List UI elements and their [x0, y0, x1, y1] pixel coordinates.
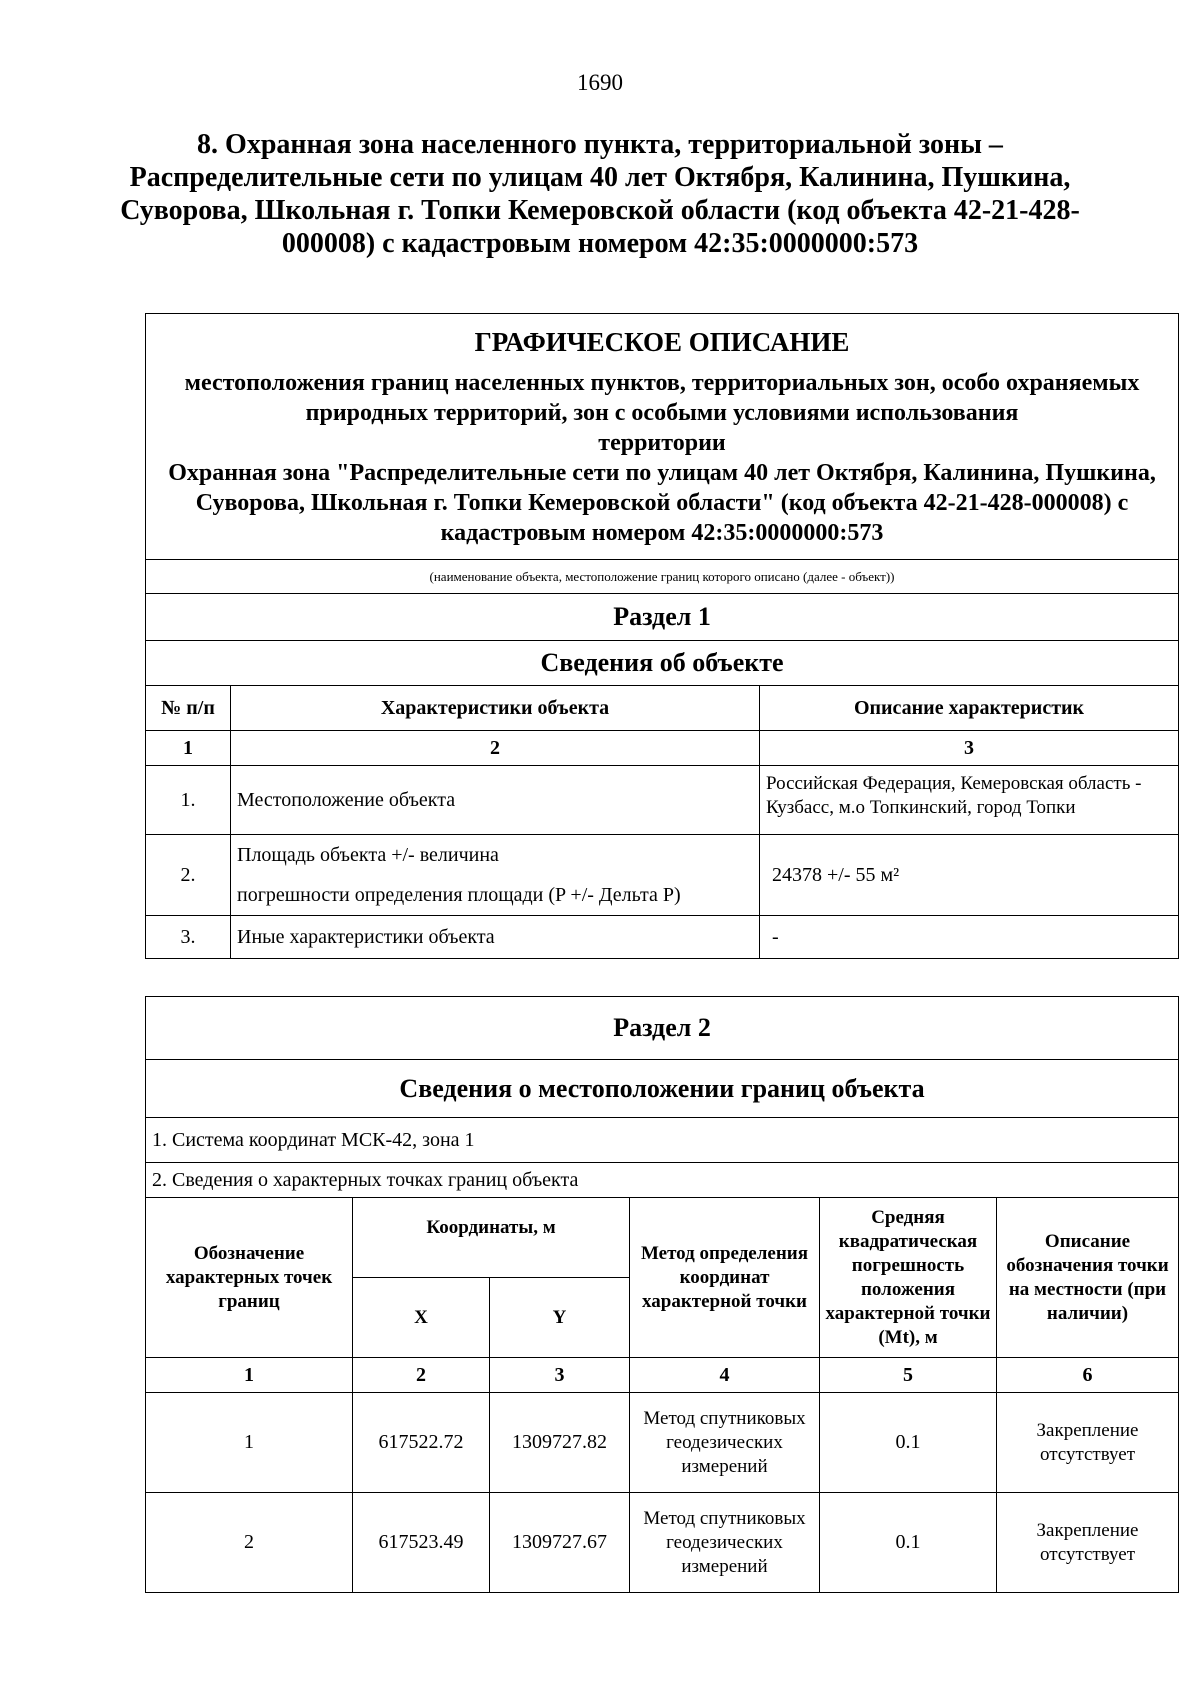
- point-method: Метод спутниковых геодезических измерений: [630, 1493, 820, 1593]
- graphic-description-header: [146, 314, 1179, 560]
- col-header-characteristics: Характеристики объекта: [231, 686, 760, 731]
- col-number-3: 3: [760, 731, 1179, 766]
- col-number-4: 4: [630, 1358, 820, 1393]
- graphic-subheading: местоположения границ населенных пунктов, территориальных зон, особо охраняемых природных территорий, зон с особыми условиями использования: [184, 369, 1140, 426]
- object-name: Охранная зона "Распределительные сети по улицам 40 лет Октября, Калинина, Пушкина, Суворова, Школьная г. Топки Кемеровской области" (код объекта 42-21-428-000008) с кадастровым номером 42:35:0000000:573: [168, 459, 1156, 546]
- row-characteristic: [231, 835, 760, 916]
- section2-subtitle: Сведения о местоположении границ объекта: [146, 1060, 1179, 1118]
- point-y: 1309727.82: [490, 1393, 630, 1493]
- row-characteristic-line1: Площадь объекта +/- величина: [237, 844, 499, 866]
- point-description: Закрепление отсутствует: [997, 1393, 1179, 1493]
- point-mt: 0.1: [820, 1493, 997, 1593]
- col-header-error: Средняя квадратическая погрешность положения характерной точки (Mt), м: [820, 1198, 997, 1358]
- col-header-coords: Координаты, м: [353, 1198, 630, 1278]
- row-characteristic: Местоположение объекта: [231, 766, 760, 835]
- row-value: 24378 +/- 55 м²: [760, 835, 1179, 916]
- point-mt: 0.1: [820, 1393, 997, 1493]
- table-row: [146, 1493, 1179, 1593]
- points-info: 2. Сведения о характерных точках границ объекта: [146, 1163, 1179, 1198]
- col-header-point-description: Описание обозначения точки на местности (при наличии): [997, 1198, 1179, 1358]
- graphic-heading: ГРАФИЧЕСКОЕ ОПИСАНИЕ: [474, 326, 850, 357]
- row-characteristic-line2: погрешности определения площади (P +/- Дельта P): [237, 884, 681, 906]
- row-number: 2.: [146, 835, 231, 916]
- col-header-method: Метод определения координат характерной точки: [630, 1198, 820, 1358]
- col-number-5: 5: [820, 1358, 997, 1393]
- coordinate-system: 1. Система координат МСК-42, зона 1: [146, 1118, 1179, 1163]
- row-characteristic: Иные характеристики объекта: [231, 916, 760, 959]
- col-number-1: 1: [146, 731, 231, 766]
- col-number-3: 3: [490, 1358, 630, 1393]
- section1-subtitle: Сведения об объекте: [146, 641, 1179, 686]
- table-row: [146, 766, 1179, 835]
- col-header-y: Y: [490, 1278, 630, 1358]
- table-row: [146, 916, 1179, 959]
- point-id: 1: [146, 1393, 353, 1493]
- col-header-number: № п/п: [146, 686, 231, 731]
- point-method: Метод спутниковых геодезических измерений: [630, 1393, 820, 1493]
- table-row: [146, 1393, 1179, 1493]
- section1-title: Раздел 1: [146, 594, 1179, 641]
- col-header-designation: Обозначение характерных точек границ: [146, 1198, 353, 1358]
- col-number-1: 1: [146, 1358, 353, 1393]
- document-title: 8. Охранная зона населенного пункта, территориальной зоны – Распределительные сети по улицам 40 лет Октября, Калинина, Пушкина, Суворова, Школьная г. Топки Кемеровской области (код объекта 42-21-428-000008) с кадастровым номером 42:35:0000000:573: [120, 129, 1080, 259]
- col-header-description: Описание характеристик: [760, 686, 1179, 731]
- row-number: 3.: [146, 916, 231, 959]
- graphic-subheading-cut: территории: [598, 429, 726, 456]
- table-row: [146, 835, 1179, 916]
- point-id: 2: [146, 1493, 353, 1593]
- col-number-6: 6: [997, 1358, 1179, 1393]
- point-x: 617522.72: [353, 1393, 490, 1493]
- row-value: Российская Федерация, Кемеровская область - Кузбасс, м.о Топкинский, город Топки: [760, 766, 1179, 835]
- object-name-note: (наименование объекта, местоположение границ которого описано (далее - объект)): [146, 560, 1179, 594]
- col-header-x: X: [353, 1278, 490, 1358]
- row-value: -: [760, 916, 1179, 959]
- section2-title: Раздел 2: [146, 997, 1179, 1060]
- boundary-points-table: [145, 996, 1179, 1593]
- graphic-description-table: [145, 313, 1179, 959]
- point-description: Закрепление отсутствует: [997, 1493, 1179, 1593]
- point-x: 617523.49: [353, 1493, 490, 1593]
- col-number-2: 2: [353, 1358, 490, 1393]
- point-y: 1309727.67: [490, 1493, 630, 1593]
- row-number: 1.: [146, 766, 231, 835]
- page-number: 1690: [577, 70, 623, 95]
- col-number-2: 2: [231, 731, 760, 766]
